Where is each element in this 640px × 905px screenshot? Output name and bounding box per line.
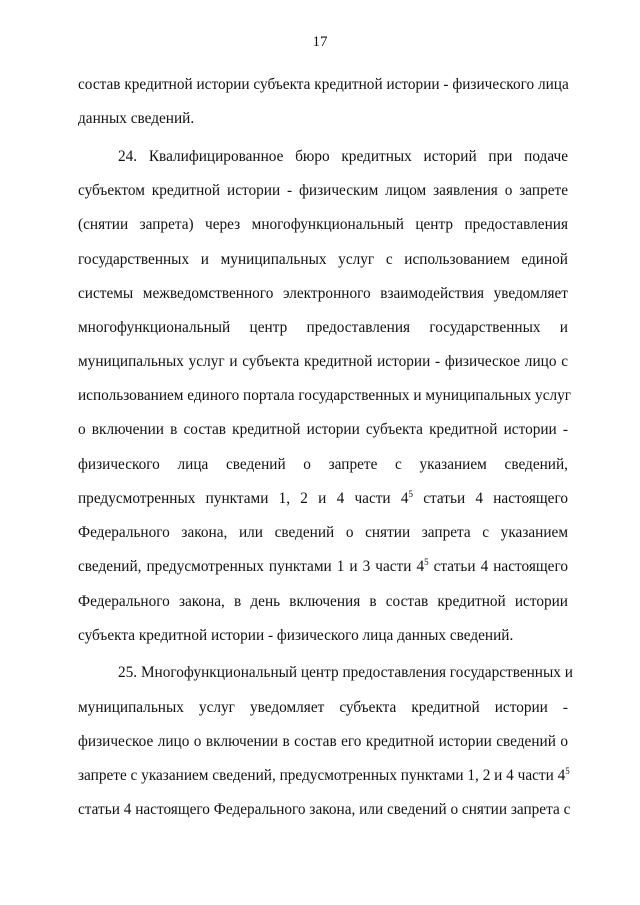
text-line: 24. Квалифицированное бюро кредитных историй при подаче [118,148,568,165]
text-line: физическое лицо о включении в состав его кредитной истории сведений о [78,733,568,750]
text-line: субъекта кредитной истории - физического лица данных сведений. [78,627,514,644]
text-line: субъектом кредитной истории - физическим лицом заявления о запрете [78,182,568,199]
text-line: муниципальных услуг и субъекта кредитной истории - физическое лицо с [78,353,568,370]
text-segment: статьи 4 настоящего [428,558,568,575]
text-segment: предусмотренных пунктами 1, 2 и 4 части 4 [78,490,409,507]
text-segment: сведений, предусмотренных пунктами 1 и 3 части 4 [78,558,425,575]
text-line: Федерального закона, в день включения в состав кредитной истории [78,593,568,610]
text-line: физического лица сведений о запрете с указанием сведений, [78,456,568,473]
text-line: 25. Многофункциональный центр предоставления государственных и [118,664,573,681]
text-line: многофункциональный центр предоставления государственных и [78,319,568,336]
text-line: статьи 4 настоящего Федерального закона, или сведений о снятии запрета с [78,801,571,818]
text-line: состав кредитной истории субъекта кредитной истории - физического лица [78,76,569,93]
text-segment: статьи 4 настоящего [413,490,568,507]
text-line: государственных и муниципальных услуг с использованием единой [78,251,568,268]
superscript: 5 [408,489,413,499]
text-line [78,558,568,576]
text-segment: запрете с указанием сведений, предусмотренных пунктами 1, 2 и 4 части 4 [78,767,566,784]
text-line: о включении в состав кредитной истории субъекта кредитной истории - [78,421,568,438]
text-line [78,767,568,785]
page-number: 17 [312,34,328,50]
text-line: Федерального закона, или сведений о снятии запрета с указанием [78,524,568,541]
superscript: 5 [424,557,429,567]
text-line: муниципальных услуг уведомляет субъекта кредитной истории - [78,699,568,716]
text-line: (снятии запрета) через многофункциональный центр предоставления [78,216,568,233]
text-line [78,490,568,508]
text-line: системы межведомственного электронного взаимодействия уведомляет [78,285,568,302]
text-line: использованием единого портала государственных и муниципальных услуг [78,387,572,404]
text-line: данных сведений. [78,110,195,127]
superscript: 5 [565,766,570,776]
